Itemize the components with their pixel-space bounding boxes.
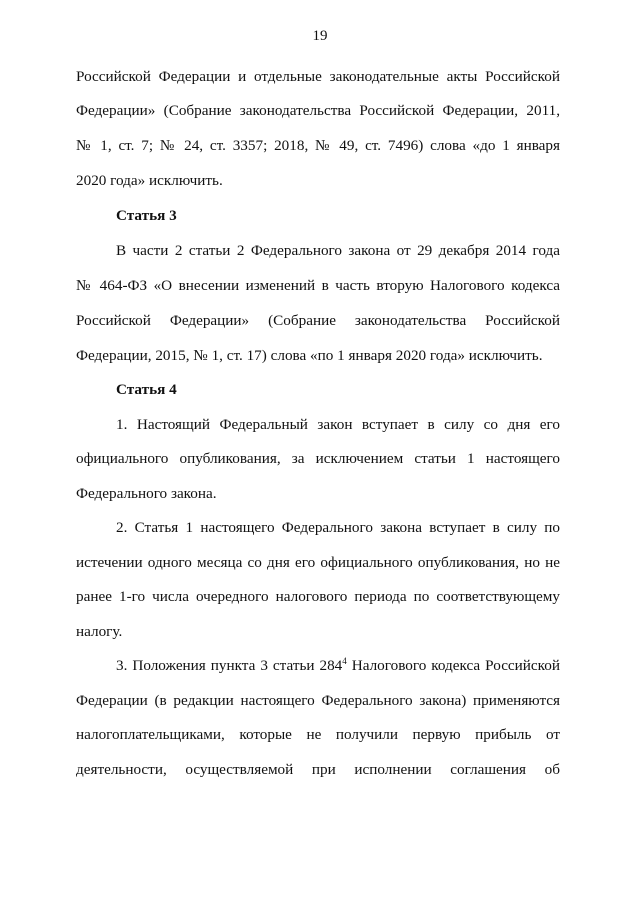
text-fragment: 3. Положения пункта 3 статьи 284	[116, 657, 343, 674]
text-line: Российской Федерации и отдельные законодательные акты Российской	[76, 68, 560, 85]
text-line	[116, 656, 560, 676]
text-line: Федерации, 2015, № 1, ст. 17) слова «по 1 января 2020 года» исключить.	[76, 347, 543, 364]
page-number: 19	[312, 28, 328, 44]
text-line: Федерального закона.	[76, 485, 217, 502]
text-line: 2. Статья 1 настоящего Федерального закона вступает в силу по	[116, 519, 560, 536]
text-fragment: Налогового кодекса Российской	[346, 657, 560, 674]
text-line: налогоплательщиками, которые не получили первую прибыль от	[76, 726, 560, 743]
text-line: Федерации (в редакции настоящего Федерального закона) применяются	[76, 692, 560, 709]
text-line: истечении одного месяца со дня его официального опубликования, но не	[76, 554, 560, 571]
text-line: 1. Настоящий Федеральный закон вступает в силу со дня его	[116, 416, 560, 433]
text-line: деятельности, осуществляемой при исполнении соглашения об	[76, 761, 560, 778]
text-line: налогу.	[76, 623, 123, 640]
text-line: В части 2 статьи 2 Федерального закона от 29 декабря 2014 года	[116, 242, 560, 259]
text-line: № 464-ФЗ «О внесении изменений в часть вторую Налогового кодекса	[76, 277, 560, 294]
article-3-heading: Статья 3	[116, 207, 177, 224]
text-line: ранее 1-го числа очередного налогового периода по соответствующему	[76, 588, 560, 605]
text-line: Федерации» (Собрание законодательства Российской Федерации, 2011,	[76, 102, 560, 119]
superscript: 4	[342, 656, 347, 666]
text-line: Российской Федерации» (Собрание законодательства Российской	[76, 312, 560, 329]
article-4-heading: Статья 4	[116, 381, 177, 398]
text-line: официального опубликования, за исключением статьи 1 настоящего	[76, 450, 560, 467]
text-line: № 1, ст. 7; № 24, ст. 3357; 2018, № 49, ст. 7496) слова «до 1 января	[76, 137, 560, 154]
text-line: 2020 года» исключить.	[76, 172, 223, 189]
